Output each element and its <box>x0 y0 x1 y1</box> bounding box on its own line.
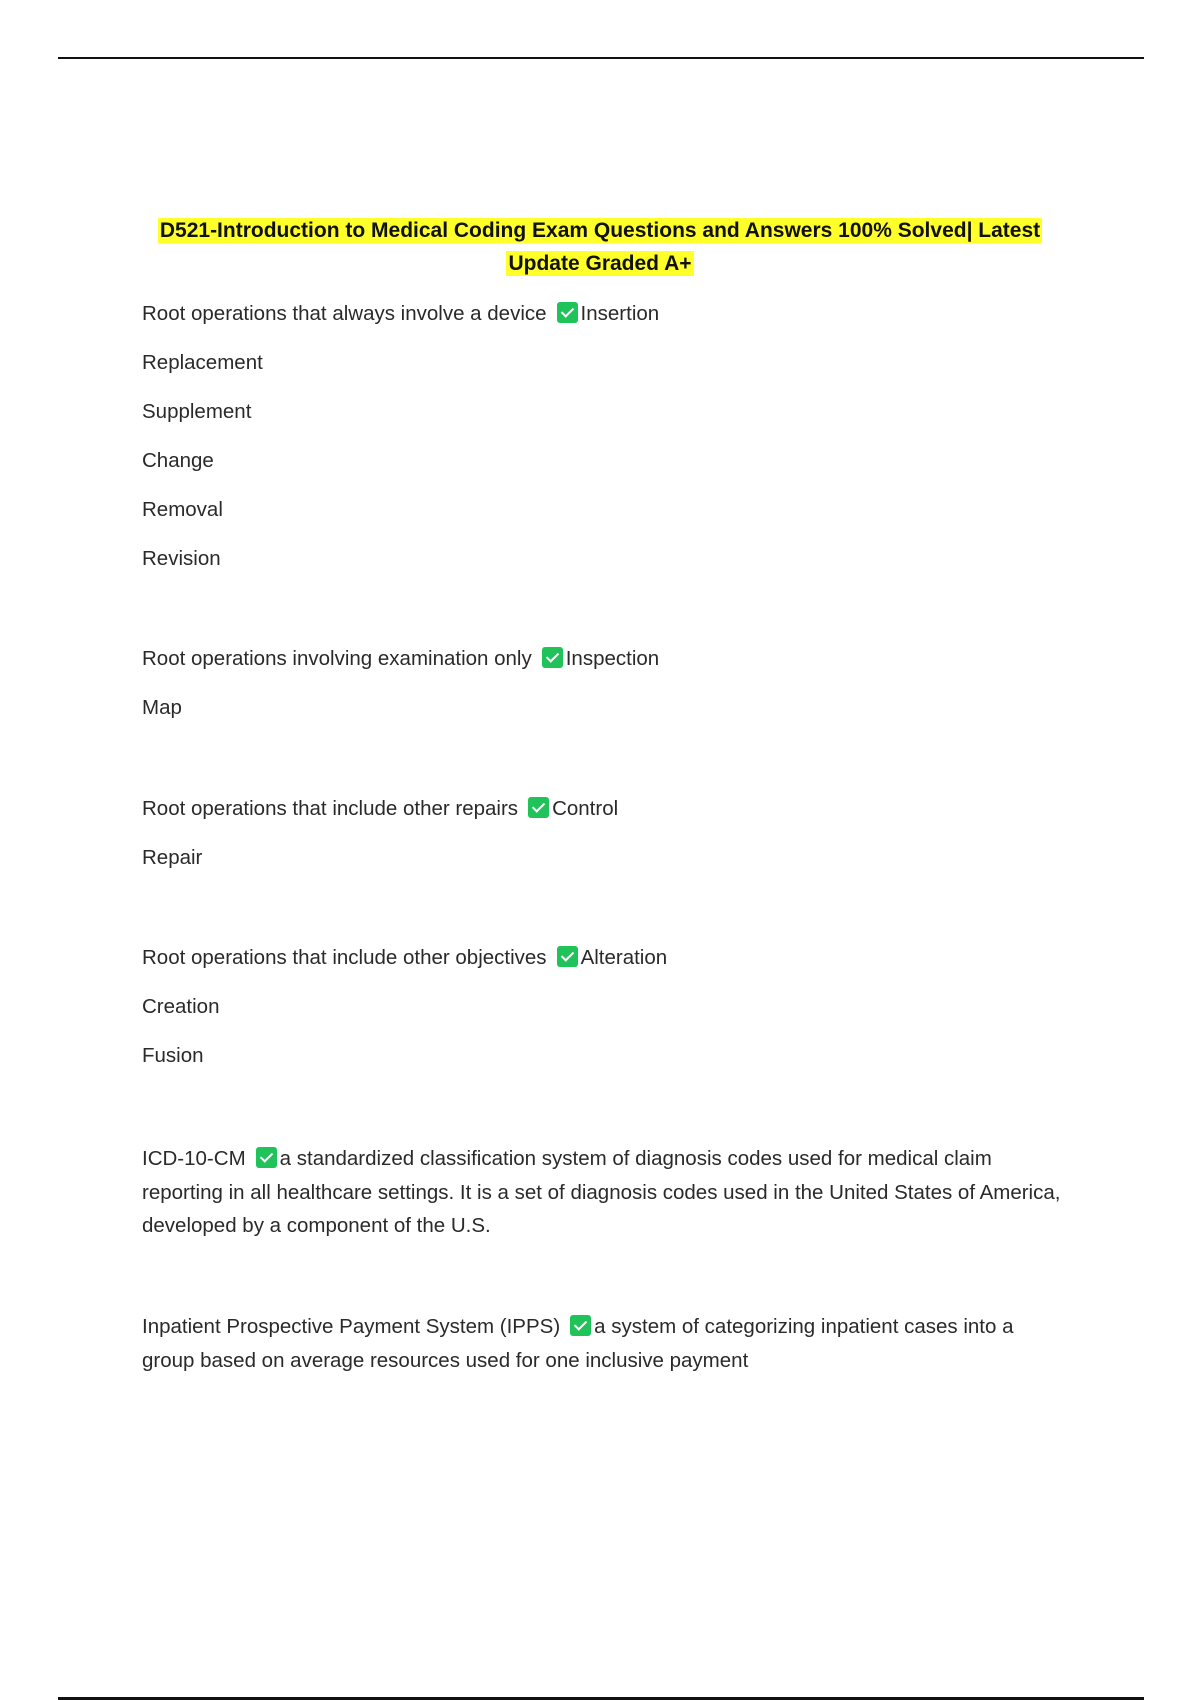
question-text: Root operations that include other objectives <box>142 946 547 969</box>
answer-text: Insertion <box>580 302 660 325</box>
document-title <box>120 214 1080 280</box>
qa-item-2 <box>142 645 659 673</box>
answer-text: Control <box>552 797 619 820</box>
question-text: Inpatient Prospective Payment System (IPPS) <box>142 1315 561 1338</box>
qa-item-6 <box>142 1310 1062 1377</box>
check-mark-icon <box>528 797 549 818</box>
answer-line: Map <box>142 696 182 719</box>
answer-line: Supplement <box>142 400 252 423</box>
title-line-2: Update Graded A+ <box>508 252 692 275</box>
check-mark-icon <box>570 1315 591 1336</box>
answer-line: Fusion <box>142 1044 204 1067</box>
title-line-1: D521-Introduction to Medical Coding Exam Questions and Answers 100% Solved| Latest <box>159 219 1041 242</box>
check-mark-icon <box>557 302 578 323</box>
question-text: Root operations that include other repairs <box>142 797 519 820</box>
answer-line: Change <box>142 449 214 472</box>
answer-line: Removal <box>142 498 223 521</box>
answer-text: Alteration <box>580 946 668 969</box>
answer-text: a standardized classification system of diagnosis codes used for medical claim reporting in all healthcare settings. It is a set of diagnosis codes used in the United States of America, developed by a component of the U.S. <box>142 1147 1061 1237</box>
answer-line: Revision <box>142 547 221 570</box>
check-mark-icon <box>542 647 563 668</box>
answer-text: Inspection <box>565 647 660 670</box>
answer-line: Replacement <box>142 351 263 374</box>
answer-line: Repair <box>142 846 203 869</box>
qa-item-1 <box>142 300 659 328</box>
question-text: Root operations that always involve a device <box>142 302 547 325</box>
qa-item-3 <box>142 795 618 823</box>
question-text: Root operations involving examination only <box>142 647 532 670</box>
check-mark-icon <box>256 1147 277 1168</box>
answer-text: a system of categorizing inpatient cases into a group based on average resources used for one inclusive payment <box>142 1315 1014 1372</box>
answer-line: Creation <box>142 995 220 1018</box>
check-mark-icon <box>557 946 578 967</box>
header-rule <box>58 57 1144 59</box>
qa-item-5 <box>142 1142 1062 1243</box>
question-text: ICD-10-CM <box>142 1147 246 1170</box>
qa-item-4 <box>142 944 667 972</box>
